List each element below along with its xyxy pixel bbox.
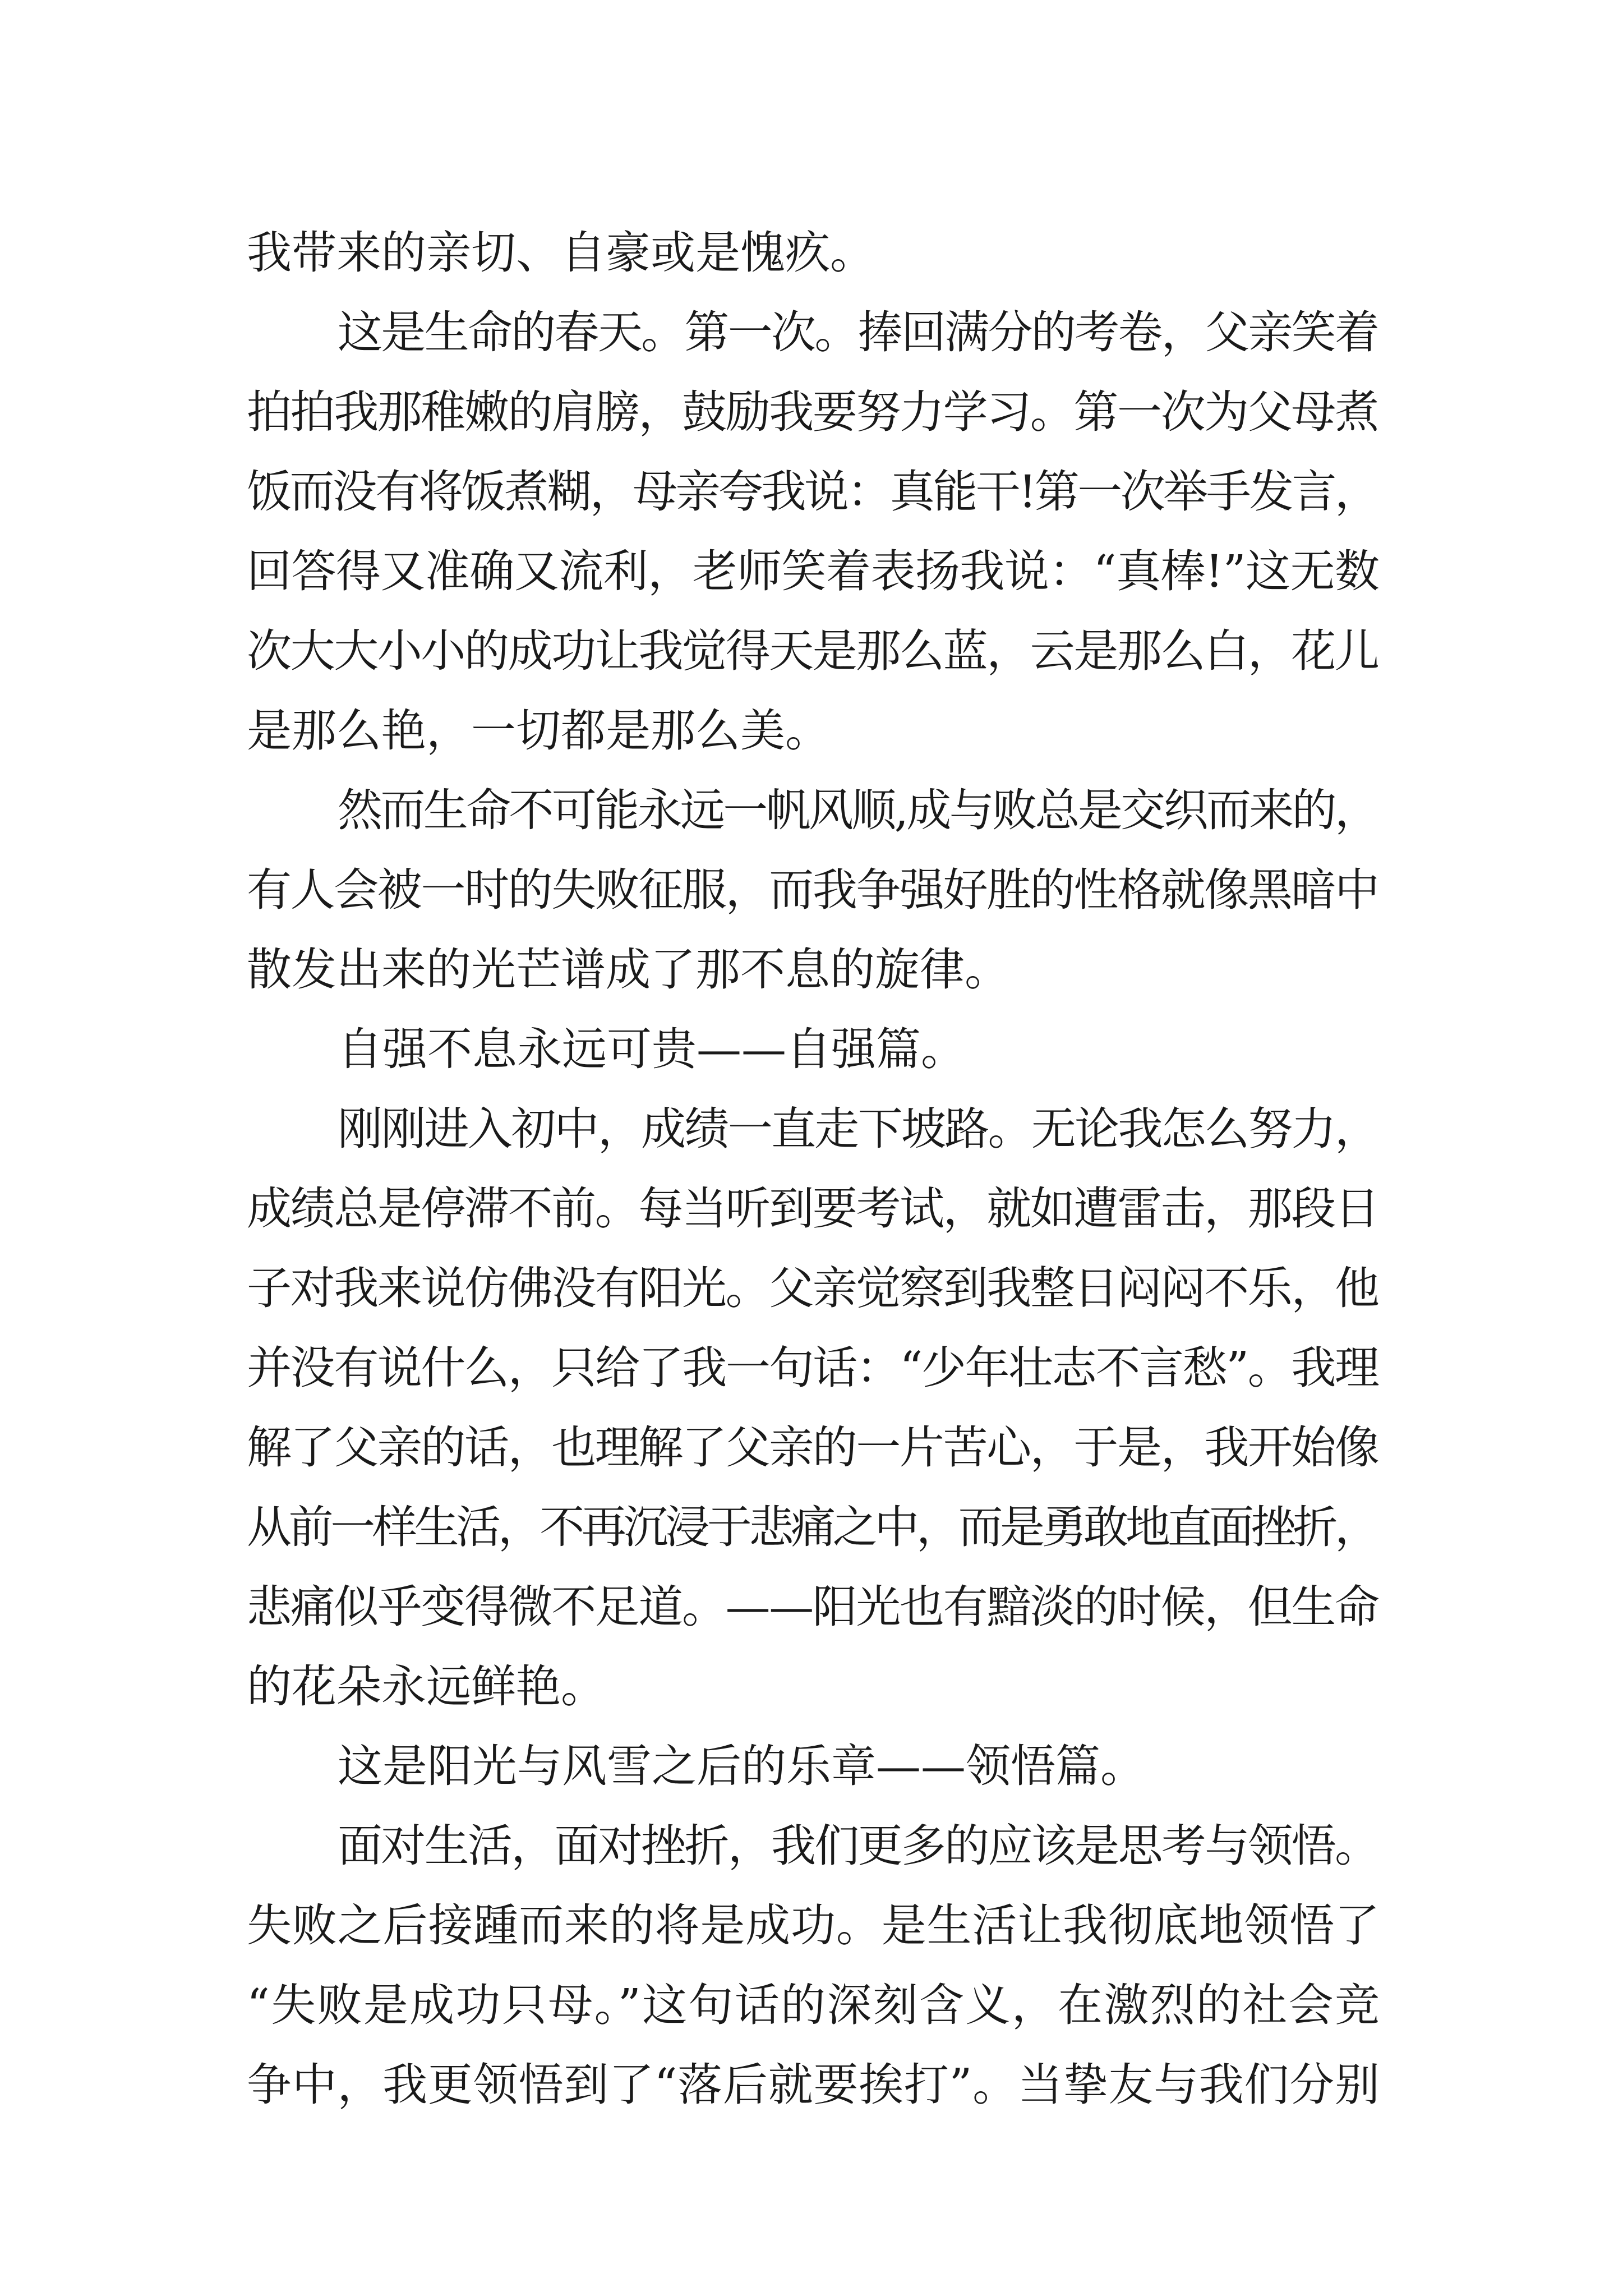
paragraph-line: 有人会被一时的失败征服，而我争强好胜的性格就像黑暗中 [247,864,1378,916]
paragraph-line: 我带来的亲切、自豪或是愧疚。 [247,227,875,279]
paragraph-line: 成绩总是停滞不前。每当听到要考试，就如遭雷击，那段日 [247,1182,1378,1235]
paragraph-line: 的花朵永远鲜艳。 [247,1660,606,1713]
paragraph-line: 饭而没有将饭煮糊，母亲夸我说：真能干!第一次举手发言， [247,466,1378,518]
paragraph-line: 争中，我更领悟到了“落后就要挨打”。当挚友与我们分别 [247,2059,1380,2111]
paragraph-first-line: 这是生命的春天。第一次。捧回满分的考卷，父亲笑着 [338,306,1378,358]
paragraph-line: 散发出来的光芒谱成了那不息的旋律。 [247,944,1009,996]
paragraph-line: 并没有说什么，只给了我一句话：“少年壮志不言愁”。我理 [247,1342,1378,1394]
paragraph-line: 从前一样生活，不再沉浸于悲痛之中，而是勇敢地直面挫折， [247,1501,1377,1553]
paragraph-first-line: 这是阳光与风雪之后的乐章——领悟篇。 [338,1740,1145,1792]
paragraph-line: “失败是成功只母。”这句话的深刻含义，在激烈的社会竞 [247,1979,1381,2031]
paragraph-first-line: 面对生活，面对挫折，我们更多的应该是思考与领悟。 [338,1820,1378,1872]
paragraph-line: 解了父亲的话，也理解了父亲的一片苦心，于是，我开始像 [247,1421,1378,1474]
paragraph-first-line: 刚刚进入初中，成绩一直走下坡路。无论我怎么努力， [338,1103,1378,1155]
paragraph-line: 是那么艳，一切都是那么美。 [247,705,830,757]
paragraph-first-line: 自强不息永远可贵——自强篇。 [338,1023,966,1075]
paragraph-line: 悲痛似乎变得微不足道。——阳光也有黯淡的时候，但生命 [247,1581,1378,1633]
paragraph-line: 次大大小小的成功让我觉得天是那么蓝，云是那么白，花儿 [247,625,1378,677]
paragraph-line: 子对我来说仿佛没有阳光。父亲觉察到我整日闷闷不乐，他 [247,1262,1378,1314]
paragraph-line: 拍拍我那稚嫩的肩膀，鼓励我要努力学习。第一次为父母煮 [247,386,1378,438]
paragraph-line: 失败之后接踵而来的将是成功。是生活让我彻底地领悟了 [247,1899,1380,1952]
paragraph-first-line: 然而生命不可能永远一帆风顺,成与败总是交织而来的， [338,784,1378,836]
document-body [247,213,1380,2125]
paragraph-line: 回答得又准确又流利，老师笑着表扬我说：“真棒!”这无数 [247,545,1380,597]
